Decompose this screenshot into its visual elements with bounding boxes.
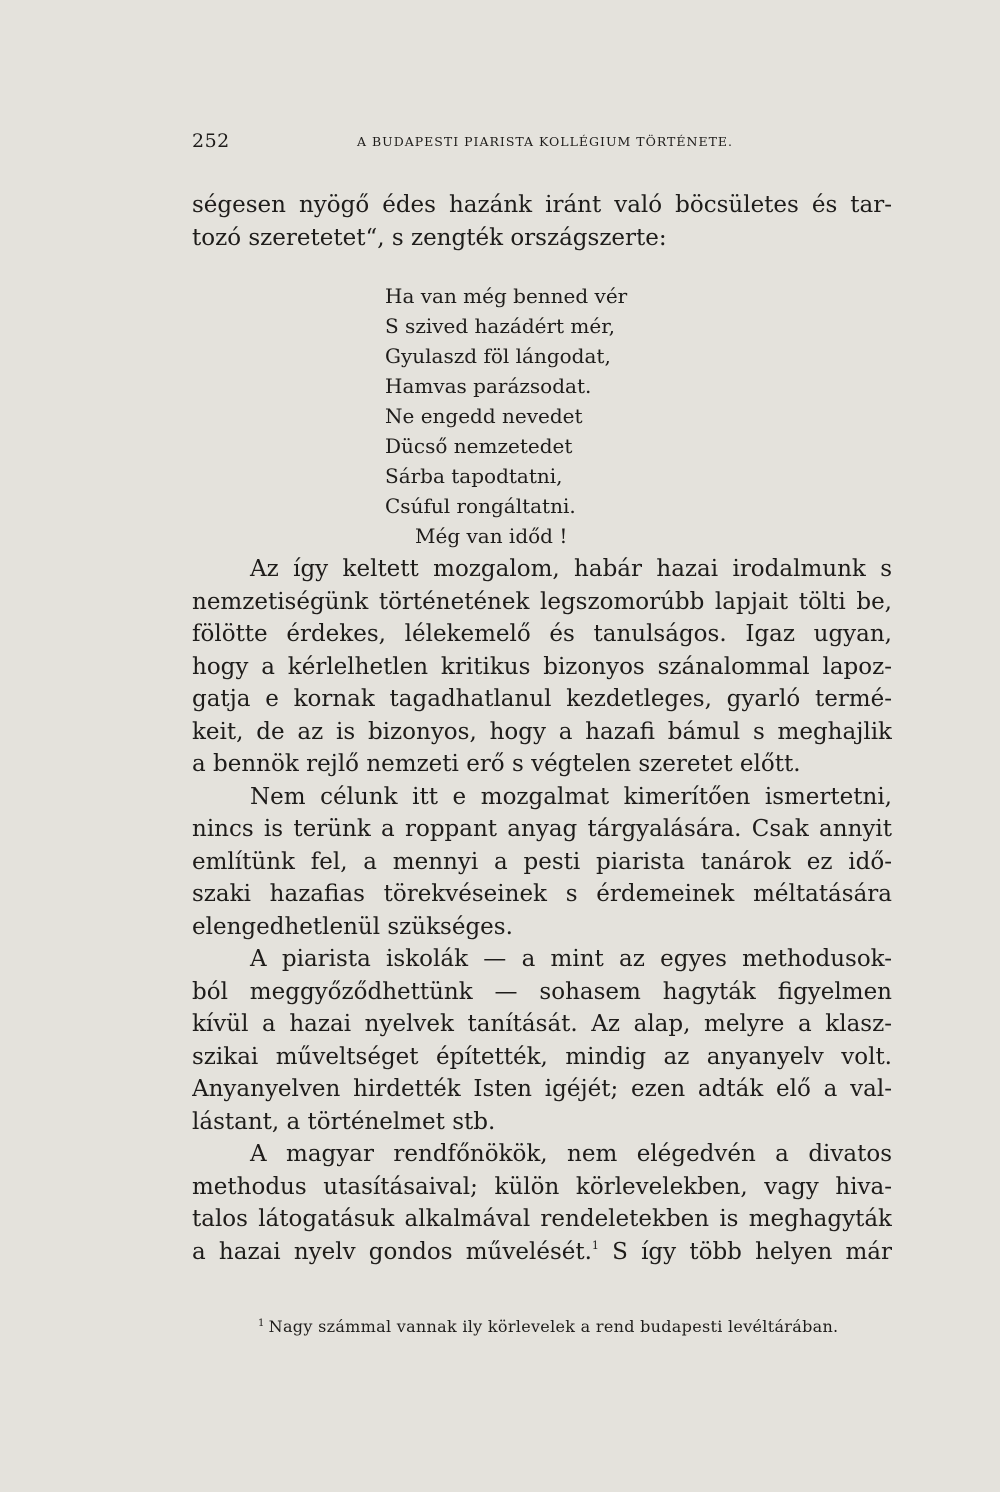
text-line: Anyanyelven hirdették Isten igéjét; ezen adták elő a val- — [192, 1076, 892, 1102]
text-line: hogy a kérlelhetlen kritikus bizonyos szánalommal lapoz- — [192, 653, 892, 680]
text-line: tozó szeretetet“, s zengték országszerte: — [192, 224, 667, 251]
footnote — [258, 1317, 838, 1336]
intro-paragraph — [192, 189, 892, 254]
text-line: szikai műveltséget építették, mindig az anyanyelv volt. — [192, 1043, 892, 1070]
text-line: keit, de az is bizonyos, hogy a hazafi bámul s meghajlik — [192, 718, 892, 745]
page-number: 252 — [192, 130, 230, 152]
poem-line: Ne engedd nevedet — [385, 404, 583, 428]
text-line: Az így keltett mozgalom, habár hazai irodalmunk s — [250, 556, 892, 582]
footnote-reference: 1 — [591, 1238, 599, 1252]
text-segment: a hazai nyelv gondos művelését. — [192, 1238, 592, 1265]
poem-stanza — [385, 281, 627, 551]
footnote-text: Nagy számmal vannak ily körlevelek a rend budapesti levéltárában. — [268, 1317, 839, 1336]
text-line — [192, 1236, 892, 1269]
poem-line: Gyulaszd föl lángodat, — [385, 344, 611, 368]
text-line: kívül a hazai nyelvek tanítását. Az alap, melyre a klasz- — [192, 1011, 892, 1037]
text-line: szaki hazafias törekvéseinek s érdemeinek méltatására — [192, 881, 892, 907]
text-line: gatja e kornak tagadhatlanul kezdetleges, gyarló termé- — [192, 686, 892, 712]
poem-line: S szived hazádért mér, — [385, 314, 615, 338]
text-line: ségesen nyögő édes hazánk iránt való böcsületes és tar- — [192, 192, 892, 218]
text-line: Nem célunk itt e mozgalmat kimerítően ismertetni, — [250, 783, 892, 810]
footnote-marker: 1 — [258, 1318, 265, 1329]
text-line: nemzetiségünk történetének legszomorúbb lapjait tölti be, — [192, 588, 892, 615]
poem-line: Ha van még benned vér — [385, 284, 628, 308]
main-text — [192, 553, 892, 1268]
text-line: talos látogatásuk alkalmával rendeletekben is meghagyták — [192, 1206, 892, 1232]
text-line: A piarista iskolák — a mint az egyes methodusok- — [250, 946, 892, 972]
running-title: A BUDAPESTI PIARISTA KOLLÉGIUM TÖRTÉNETE. — [357, 134, 734, 149]
poem-line: Még van időd ! — [415, 524, 568, 548]
poem-line: Dücső nemzetedet — [385, 434, 573, 458]
text-segment: S így több helyen már — [598, 1238, 892, 1265]
page-header — [192, 130, 892, 158]
poem-line: Sárba tapodtatni, — [385, 464, 563, 488]
text-line: fölötte érdekes, lélekemelő és tanulságos. Igaz ugyan, — [192, 621, 892, 647]
text-line: nincs is terünk a roppant anyag tárgyalására. Csak annyit — [192, 816, 892, 842]
poem-line: Csúful rongáltatni. — [385, 494, 576, 518]
text-line: említünk fel, a mennyi a pesti piarista tanárok ez idő- — [192, 848, 892, 875]
text-line: lástant, a történelmet stb. — [192, 1108, 496, 1135]
poem-line: Hamvas parázsodat. — [385, 374, 592, 398]
text-line: A magyar rendfőnökök, nem elégedvén a divatos — [250, 1141, 892, 1167]
text-line: methodus utasításaival; külön körlevelekben, vagy hiva- — [192, 1173, 892, 1200]
text-line: elengedhetlenül szükséges. — [192, 913, 513, 940]
text-line: a bennök rejlő nemzeti erő s végtelen szeretet előtt. — [192, 751, 801, 777]
text-line: ból meggyőződhettünk — sohasem hagyták figyelmen — [192, 978, 892, 1005]
